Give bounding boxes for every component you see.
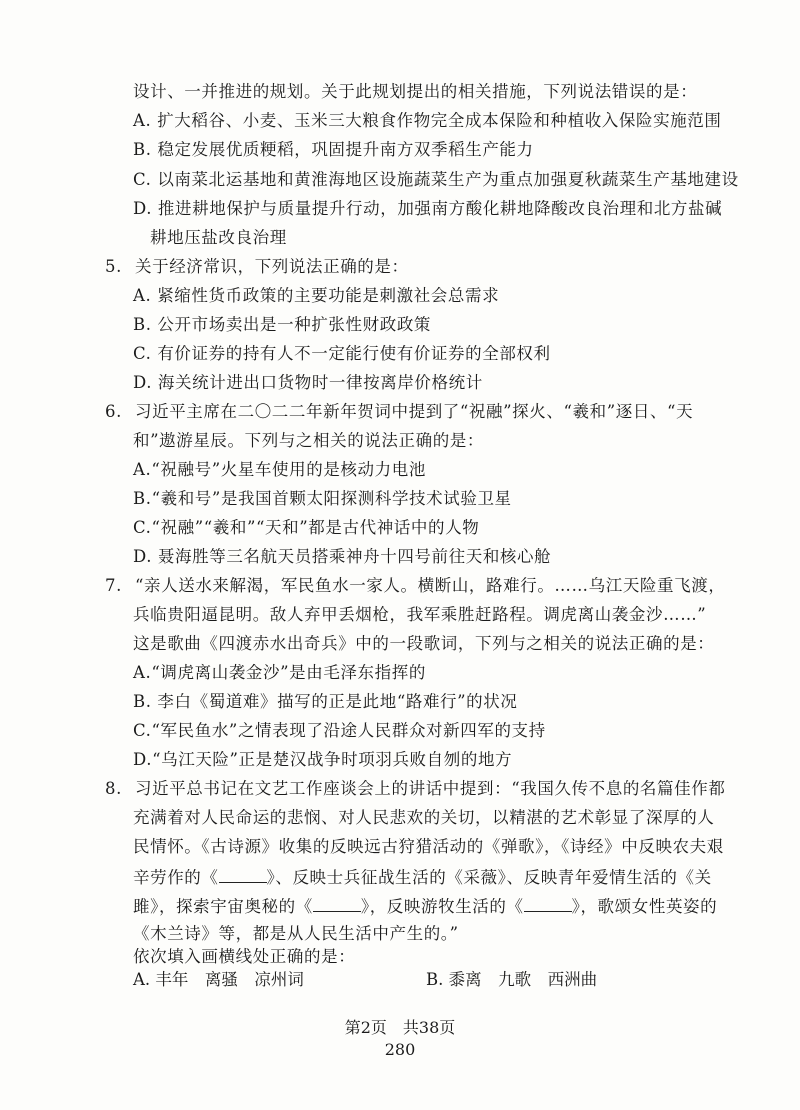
fill-blank-3: [524, 893, 572, 912]
q7-stem-text-1: “亲人送水来解渴，军民鱼水一家人。横断山，路难行。……乌江天险重飞渡，: [135, 576, 726, 595]
q7-option-b: B. 李白《蜀道难》描写的正是此地“路难行”的状况: [133, 692, 518, 711]
q8-line5-part1: 雎》，探索宇宙奥秘的《: [133, 897, 313, 916]
q4-option-a: A. 扩大稻谷、小麦、玉米三大粮食作物完全成本保险和种植收入保险实施范围: [133, 111, 722, 130]
q8-line4-part2: 》、反映士兵征战生活的《采薇》、反映青年爱情生活的《关: [266, 868, 712, 887]
q8-stem-text-1: 习近平总书记在文艺工作座谈会上的讲话中提到：“我国久传不息的名篇佳作都: [135, 779, 726, 798]
q8-stem-line5: [133, 893, 717, 919]
q4-option-b: B. 稳定发展优质粳稻，巩固提升南方双季稻生产能力: [133, 140, 534, 159]
q6-stem-line2: 和”遨游星辰。下列与之相关的说法正确的是：: [133, 431, 485, 450]
q7-number: 7.: [105, 576, 122, 595]
q4-option-c: C. 以南菜北运基地和黄淮海地区设施蔬菜生产为重点加强夏秋蔬菜生产基地建设: [133, 170, 739, 189]
q7-stem-line1: [105, 574, 725, 598]
q7-stem-line2: 兵临贵阳逼昆明。敌人弃甲丢烟枪，我军乘胜赶路程。调虎离山袭金沙……”: [133, 605, 707, 624]
q8-stem-line4: [133, 864, 712, 890]
q6-option-c: C.“祝融”“羲和”“天和”都是古代神话中的人物: [133, 518, 480, 537]
q7-option-c: C.“军民鱼水”之情表现了沿途人民群众对新四军的支持: [133, 721, 546, 740]
q7-stem-line3: 这是歌曲《四渡赤水出奇兵》中的一段歌词，下列与之相关的说法正确的是：: [133, 634, 715, 653]
q8-stem-line3: 民情怀。《古诗源》收集的反映远古狩猎活动的《弹歌》，《诗经》中反映农夫艰: [133, 837, 724, 856]
q4-option-d: D. 推进耕地保护与质量提升行动，加强南方酸化耕地降酸改良治理和北方盐碱: [133, 199, 723, 218]
q8-line5-part3: 》，歌颂女性英姿的: [571, 897, 718, 916]
q7-option-d: D.“乌江天险”正是楚汉战争时项羽兵败自刎的地方: [133, 750, 513, 769]
fill-blank-1: [219, 864, 267, 883]
q8-instruction: 依次填入画横线处正确的是：: [133, 947, 356, 966]
fill-blank-2: [313, 893, 361, 912]
q6-number: 6.: [105, 402, 122, 421]
q5-option-b: B. 公开市场卖出是一种扩张性财政政策: [133, 315, 432, 334]
q8-stem-line1: [105, 777, 725, 801]
q8-line5-part2: 》，反映游牧生活的《: [360, 897, 524, 916]
q6-option-b: B.“羲和号”是我国首颗太阳探测科学技术试验卫星: [133, 489, 512, 508]
q6-stem-text-1: 习近平主席在二〇二二年新年贺词中提到了“祝融”探火、“羲和”逐日、“天: [135, 402, 694, 421]
page-label: 第2页 共38页: [344, 1018, 456, 1037]
q5-stem: [105, 255, 409, 279]
q8-option-b: B. 黍离 九歌 西洲曲: [426, 970, 598, 989]
q5-option-d: D. 海关统计进出口货物时一律按离岸价格统计: [133, 373, 483, 392]
q5-option-c: C. 有价证券的持有人不一定能行使有价证券的全部权利: [133, 344, 551, 363]
q6-stem-line1: [105, 400, 693, 424]
q5-option-a: A. 紧缩性货币政策的主要功能是刺激社会总需求: [133, 286, 500, 305]
q5-number: 5.: [105, 257, 122, 276]
q8-stem-line2: 充满着对人民命运的悲悯、对人民悲欢的关切，以精湛的艺术彰显了深厚的人: [133, 808, 715, 827]
q7-option-a: A.“调虎离山袭金沙”是由毛泽东指挥的: [133, 663, 426, 682]
q8-number: 8.: [105, 779, 122, 798]
q4-stem-tail: 设计、一并推进的规划。关于此规划提出的相关措施，下列说法错误的是：: [133, 82, 698, 101]
q8-option-a: A. 丰年 离骚 凉州词: [133, 970, 304, 989]
q4-option-d-continued: 耕地压盐改良治理: [150, 228, 287, 247]
q6-option-a: A.“祝融号”火星车使用的是核动力电池: [133, 460, 426, 479]
q8-line4-part1: 辛劳作的《: [133, 868, 219, 887]
q5-stem-text: 关于经济常识，下列说法正确的是：: [135, 257, 409, 276]
page-number: 280: [384, 1040, 416, 1059]
q8-stem-line6: 《木兰诗》等，都是从人民生活中产生的。”: [133, 924, 459, 943]
q6-option-d: D. 聂海胜等三名航天员搭乘神舟十四号前往天和核心舱: [133, 547, 552, 566]
